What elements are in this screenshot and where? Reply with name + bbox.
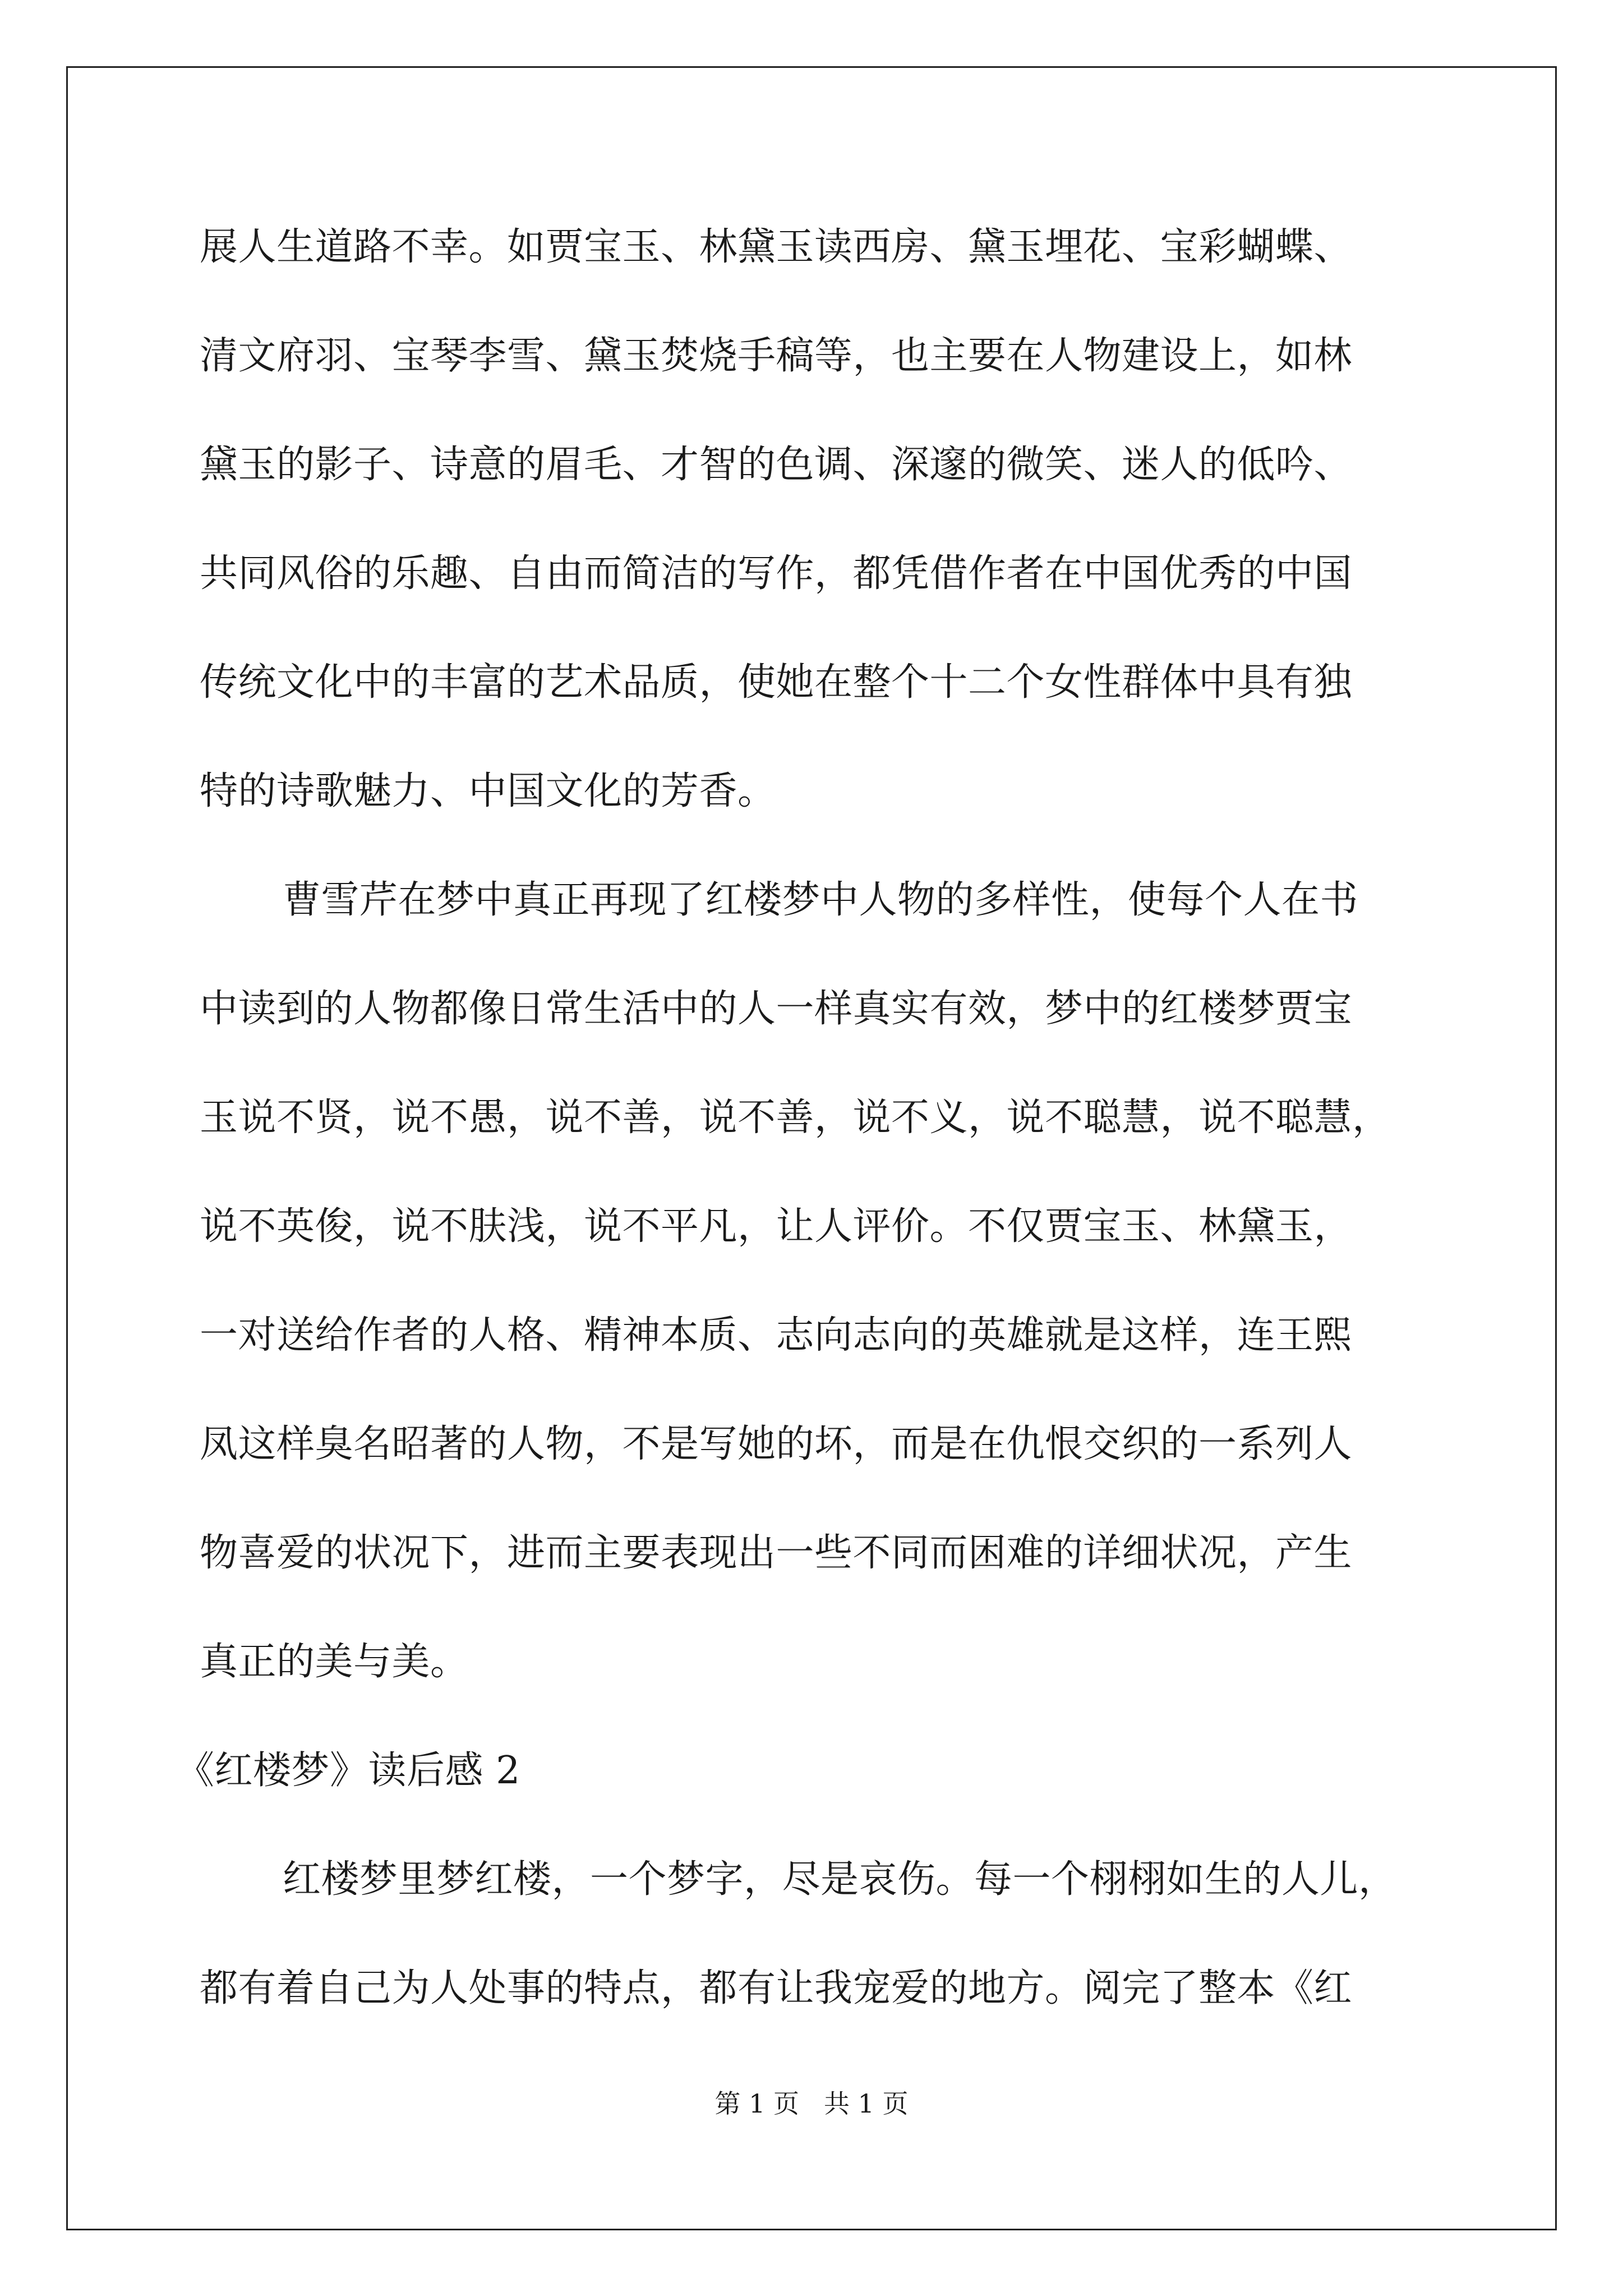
page-total: 共 1 页: [824, 2088, 909, 2119]
text-line: 说不英俊，说不肤浅，说不平凡，让人评价。不仅贾宝玉、林黛玉，: [200, 1204, 1353, 1249]
document-body: [176, 214, 1433, 2064]
text-line: 玉说不贤，说不愚，说不善，说不善，说不义，说不聪慧，说不聪慧，: [200, 1096, 1391, 1140]
text-line: 一对送给作者的人格、精神本质、志向志向的英雄就是这样，连王熙: [200, 1313, 1353, 1358]
page-number: 第 1 页: [714, 2088, 799, 2119]
section-heading: 《红楼梦》读后感 2: [176, 1749, 520, 1793]
text-line: 清文府羽、宝琴李雪、黛玉焚烧手稿等，也主要在人物建设上，如林: [200, 334, 1353, 378]
page-footer: [0, 2087, 1623, 2120]
text-line: 中读到的人物都像日常生活中的人一样真实有效，梦中的红楼梦贾宝: [200, 987, 1353, 1031]
text-line: 凤这样臭名昭著的人物，不是写她的坏，而是在仇恨交织的一系列人: [200, 1422, 1353, 1466]
text-line: 传统文化中的丰富的艺术品质，使她在整个十二个女性群体中具有独: [200, 660, 1353, 705]
text-line: 特的诗歌魅力、中国文化的芳香。: [200, 769, 776, 813]
text-line: 展人生道路不幸。如贾宝玉、林黛玉读西房、黛玉埋花、宝彩蝴蝶、: [200, 225, 1353, 269]
text-line: 都有着自己为人处事的特点，都有让我宠爱的地方。阅完了整本《红: [200, 1966, 1353, 2010]
text-line: 黛玉的影子、诗意的眉毛、才智的色调、深邃的微笑、迷人的低吟、: [200, 443, 1353, 487]
text-line: 物喜爱的状况下，进而主要表现出一些不同而困难的详细状况，产生: [200, 1531, 1353, 1575]
paragraph-start-line: 曹雪芹在梦中真正再现了红楼梦中人物的多样性，使每个人在书: [283, 878, 1359, 922]
text-line: 共同风俗的乐趣、自由而简洁的写作，都凭借作者在中国优秀的中国: [200, 551, 1353, 596]
paragraph-start-line: 红楼梦里梦红楼，一个梦字，尽是哀伤。每一个栩栩如生的人儿，: [283, 1857, 1397, 1902]
text-line: 真正的美与美。: [200, 1640, 469, 1684]
